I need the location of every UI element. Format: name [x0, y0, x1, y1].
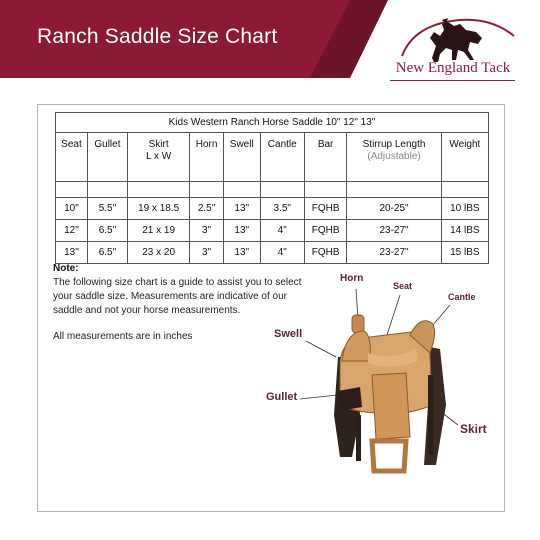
table-cell: 14 lBS — [441, 220, 488, 242]
table-cell: 15 lBS — [441, 242, 488, 264]
label-seat: Seat — [393, 281, 413, 291]
header-gullet: Gullet — [87, 133, 127, 182]
size-table — [55, 112, 489, 264]
table-cell: 10 lBS — [441, 198, 488, 220]
header-skirt: Skirt L x W — [127, 133, 189, 182]
table-cell: 13" — [223, 242, 260, 264]
table-cell: 10" — [56, 198, 88, 220]
table-spacer-row — [56, 182, 489, 198]
note-title: Note: — [53, 263, 79, 274]
table-cell: FQHB — [304, 242, 347, 264]
header-cantle: Cantle — [260, 133, 304, 182]
table-caption-row — [56, 113, 489, 133]
table-cell: 5.5" — [87, 198, 127, 220]
table-cell: 3" — [190, 220, 224, 242]
table-cell: 6.5" — [87, 220, 127, 242]
table-cell: 13" — [223, 220, 260, 242]
label-cantle: Cantle — [448, 292, 476, 302]
table-cell: 2.5" — [190, 198, 224, 220]
header-bar: Bar — [304, 133, 347, 182]
table-cell: 20-25" — [347, 198, 441, 220]
table-row — [56, 220, 489, 242]
table-cell: 4" — [260, 242, 304, 264]
label-skirt: Skirt — [460, 422, 487, 436]
table-cell: 4" — [260, 220, 304, 242]
table-row — [56, 198, 489, 220]
table-cell: 23-27" — [347, 220, 441, 242]
table-cell: 6.5" — [87, 242, 127, 264]
saddle-diagram — [260, 265, 500, 495]
table-row — [56, 242, 489, 264]
label-gullet: Gullet — [266, 391, 298, 403]
table-header-row — [56, 133, 489, 182]
brand-underline — [390, 80, 515, 81]
table-cell: 13" — [56, 242, 88, 264]
brand-name: New England Tack — [395, 60, 511, 76]
header-horn: Horn — [190, 133, 224, 182]
table-cell: 3" — [190, 242, 224, 264]
table-cell: 23 x 20 — [127, 242, 189, 264]
table-caption: Kids Western Ranch Horse Saddle 10" 12" 13" — [56, 113, 489, 133]
measurements-note: All measurements are in inches — [53, 331, 193, 342]
table-cell: 12" — [56, 220, 88, 242]
label-horn: Horn — [340, 273, 364, 284]
header-stirrup-length: Stirrup Length (Adjustable) — [347, 133, 441, 182]
table-cell: 19 x 18.5 — [127, 198, 189, 220]
note-text: The following size chart is a guide to assist you to select your saddle size. Measurements are indicative of our saddle and not your horse measurements. — [53, 277, 302, 316]
table-cell: 23-27" — [347, 242, 441, 264]
page-title: Ranch Saddle Size Chart — [37, 25, 278, 48]
header-seat: Seat — [56, 133, 88, 182]
table-cell: 13" — [223, 198, 260, 220]
table-cell: FQHB — [304, 220, 347, 242]
table-cell: 21 x 19 — [127, 220, 189, 242]
header-weight: Weight — [441, 133, 488, 182]
label-swell: Swell — [274, 328, 303, 340]
table-cell: FQHB — [304, 198, 347, 220]
header-swell: Swell — [223, 133, 260, 182]
table-cell: 3.5" — [260, 198, 304, 220]
